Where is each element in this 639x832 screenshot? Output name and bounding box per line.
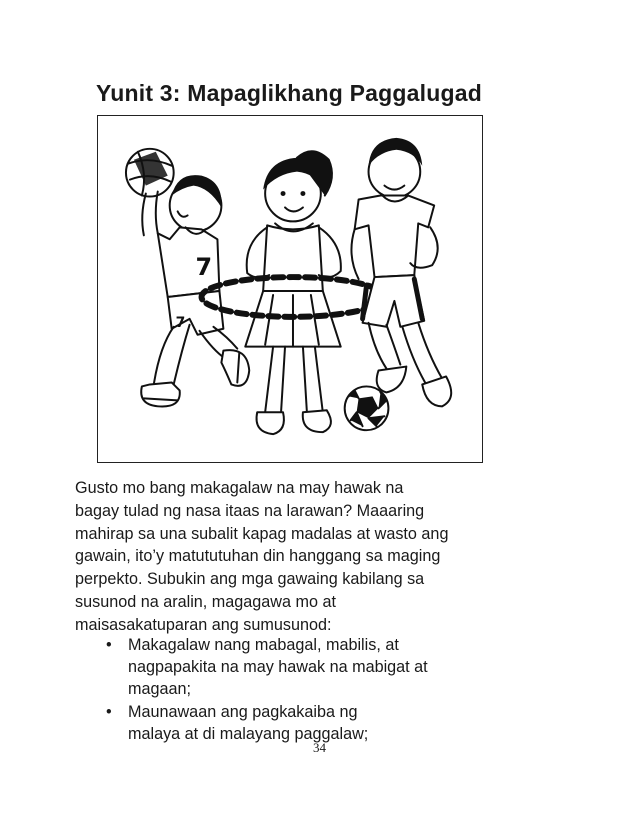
list-item-line: nagpapakita na may hawak na mabigat at — [128, 658, 428, 677]
list-item-line: malaya at di malayang paggalaw; — [128, 724, 369, 743]
paragraph-line: maisasakatuparan ang sumusunod: — [75, 615, 332, 634]
shorts-number: 7 — [175, 314, 186, 331]
page-number: 34 — [313, 740, 326, 755]
children-playing-illustration-icon — [98, 116, 482, 462]
jersey-number: 7 — [195, 253, 213, 282]
list-item-line: Makagalaw nang mabagal, mabilis, at — [128, 636, 399, 654]
list-item-line: Maunawaan ang pagkakaiba ng — [128, 702, 358, 721]
unit-title: Yunit 3: Mapaglikhang Paggalugad — [96, 80, 482, 106]
objectives-list — [100, 634, 530, 745]
intro-paragraph — [75, 477, 545, 637]
paragraph-line: gawain, ito’y matututuhan din hanggang sa maging — [75, 547, 441, 566]
bullet-icon: • — [106, 636, 112, 654]
child-with-basketball-icon — [126, 149, 249, 407]
list-item — [100, 701, 530, 745]
paragraph-line: Gusto mo bang makagalaw na may hawak na — [75, 479, 404, 497]
paragraph-line: mahirap sa una subalit kapag madalas at wasto ang — [75, 524, 449, 543]
paragraph-line: perpekto. Subukin ang mga gawaing kabilang sa — [75, 570, 425, 589]
list-item-line: magaan; — [128, 680, 191, 699]
list-item — [100, 634, 530, 701]
bullet-icon: • — [106, 702, 112, 721]
paragraph-line: bagay tulad ng nasa itaas na larawan? Maaaring — [75, 501, 425, 520]
illustration-frame — [97, 115, 483, 463]
paragraph-line: susunod na aralin, magagawa mo at — [75, 592, 336, 611]
